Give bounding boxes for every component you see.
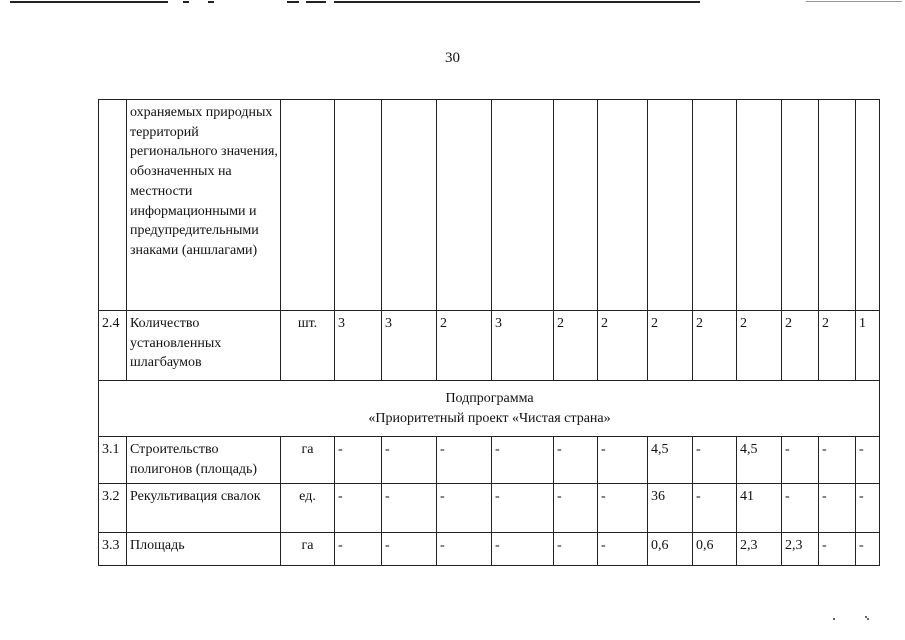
row-number: 3.3 [99, 533, 127, 566]
subprogram-row [99, 381, 880, 437]
table-row [99, 437, 880, 484]
value-cell: - [598, 484, 648, 533]
value-cell [737, 100, 782, 311]
value-cell: 4,5 [648, 437, 693, 484]
value-cell: - [492, 533, 554, 566]
indicator-name: Рекультивация свалок [127, 484, 281, 533]
value-cell: - [693, 437, 737, 484]
header-rule [0, 0, 905, 6]
unit-cell [281, 100, 335, 311]
table-row [99, 533, 880, 566]
indicator-name: Площадь [127, 533, 281, 566]
value-cell: - [335, 533, 382, 566]
value-cell: - [819, 484, 856, 533]
indicator-name: Количество установленных шлагбаумов [127, 311, 281, 381]
scan-artifact-dots [833, 616, 883, 622]
value-cell: 2 [648, 311, 693, 381]
value-cell: - [598, 437, 648, 484]
value-cell [598, 100, 648, 311]
value-cell: - [382, 437, 437, 484]
value-cell: - [782, 484, 819, 533]
value-cell: - [335, 484, 382, 533]
value-cell: 2 [782, 311, 819, 381]
value-cell: - [437, 437, 492, 484]
subprogram-heading [99, 381, 880, 437]
value-cell [382, 100, 437, 311]
value-cell: 2 [819, 311, 856, 381]
unit-cell: га [281, 437, 335, 484]
value-cell: 2 [737, 311, 782, 381]
subprogram-title: Подпрограмма [445, 391, 534, 406]
subprogram-name: «Приоритетный проект «Чистая страна» [368, 410, 611, 426]
value-cell: 2,3 [737, 533, 782, 566]
row-number: 3.2 [99, 484, 127, 533]
value-cell: - [554, 533, 598, 566]
value-cell: - [782, 437, 819, 484]
value-cell: - [492, 484, 554, 533]
value-cell: - [819, 533, 856, 566]
table-row [99, 484, 880, 533]
unit-cell: га [281, 533, 335, 566]
value-cell: - [554, 484, 598, 533]
table-row [99, 311, 880, 381]
value-cell: 4,5 [737, 437, 782, 484]
value-cell: 41 [737, 484, 782, 533]
value-cell: - [437, 533, 492, 566]
value-cell [693, 100, 737, 311]
value-cell: 2 [437, 311, 492, 381]
value-cell: 0,6 [693, 533, 737, 566]
value-cell: 0,6 [648, 533, 693, 566]
value-cell: - [492, 437, 554, 484]
value-cell: 3 [382, 311, 437, 381]
unit-cell: шт. [281, 311, 335, 381]
row-number: 3.1 [99, 437, 127, 484]
value-cell: 2,3 [782, 533, 819, 566]
value-cell [782, 100, 819, 311]
value-cell: - [598, 533, 648, 566]
row-number [99, 100, 127, 311]
value-cell: - [856, 533, 880, 566]
value-cell: - [382, 533, 437, 566]
value-cell [437, 100, 492, 311]
value-cell [819, 100, 856, 311]
value-cell: - [819, 437, 856, 484]
value-cell: 3 [492, 311, 554, 381]
value-cell: 2 [554, 311, 598, 381]
value-cell: - [554, 437, 598, 484]
value-cell: - [437, 484, 492, 533]
value-cell: - [335, 437, 382, 484]
value-cell [492, 100, 554, 311]
value-cell: - [856, 484, 880, 533]
value-cell: 3 [335, 311, 382, 381]
value-cell: - [382, 484, 437, 533]
value-cell: 36 [648, 484, 693, 533]
value-cell [554, 100, 598, 311]
value-cell: - [856, 437, 880, 484]
value-cell: - [693, 484, 737, 533]
value-cell [648, 100, 693, 311]
value-cell: 2 [598, 311, 648, 381]
row-number: 2.4 [99, 311, 127, 381]
table-row [99, 100, 880, 311]
indicator-name: Строительство полигонов (площадь) [127, 437, 281, 484]
value-cell [856, 100, 880, 311]
indicator-name: охраняемых природных территорий регионального значения, обозначенных на местности информационными и предупредительными знаками (аншлагами) [127, 100, 281, 311]
value-cell [335, 100, 382, 311]
value-cell: 2 [693, 311, 737, 381]
indicators-table [98, 99, 880, 566]
value-cell: 1 [856, 311, 880, 381]
unit-cell: ед. [281, 484, 335, 533]
page-number: 30 [445, 50, 460, 66]
